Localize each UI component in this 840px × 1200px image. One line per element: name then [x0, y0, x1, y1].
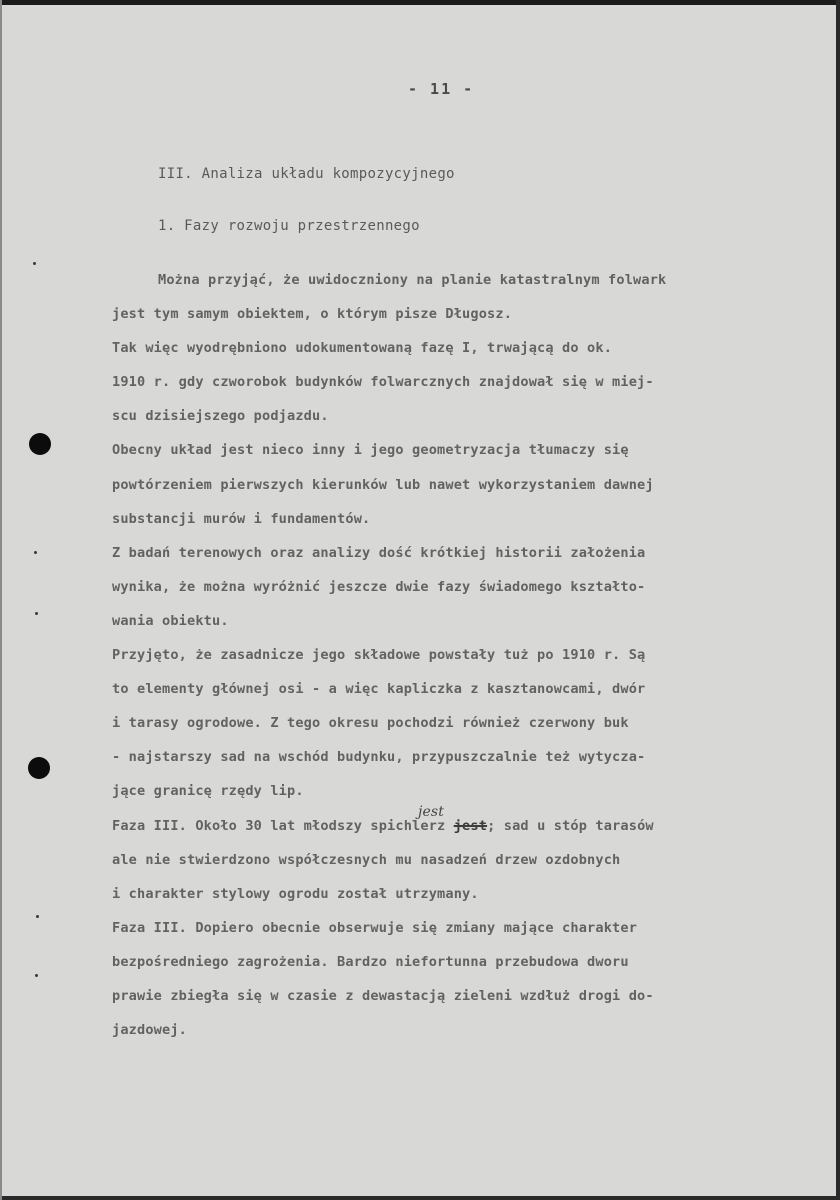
- text-line: jest tym samym obiektem, o którym pisze Długosz.: [112, 306, 513, 323]
- margin-mark: [35, 974, 38, 977]
- scan-edge-left: [0, 0, 2, 1200]
- text-line: Można przyjąć, że uwidoczniony na planie katastralnym folwark: [158, 272, 667, 288]
- scan-edge-top: [0, 0, 840, 5]
- scan-edge-right: [836, 0, 840, 1200]
- margin-mark: [34, 551, 37, 554]
- struck-word: jest: [453, 817, 488, 834]
- margin-mark: [33, 262, 36, 265]
- text-line: Tak więc wyodrębniono udokumentowaną fazę I, trwającą do ok.: [112, 340, 613, 357]
- text-line: jazdowej.: [112, 1022, 188, 1039]
- text-line: i charakter stylowy ogrodu został utrzymany.: [112, 885, 479, 902]
- handwritten-insertion: jest: [418, 803, 445, 820]
- text-line: scu dzisiejszego podjazdu.: [112, 408, 329, 425]
- text-line: wania obiektu.: [112, 612, 229, 629]
- faza-text-before: Faza III. Około 30 lat młodszy: [112, 817, 363, 834]
- text-line: - najstarszy sad na wschód budynku, przypuszczalnie też wytycza-: [112, 749, 646, 766]
- text-line: Faza III. Dopiero obecnie obserwuje się zmiany mające charakter: [112, 919, 638, 936]
- text-line: bezpośredniego zagrożenia. Bardzo niefortunna przebudowa dworu: [112, 953, 629, 970]
- punch-hole-top: [29, 433, 51, 455]
- margin-mark: [36, 915, 39, 918]
- faza-text-middle: spichlerz: [362, 817, 454, 834]
- text-line: to elementy głównej osi - a więc kapliczka z kasztanowcami, dwór: [112, 681, 646, 698]
- text-line: ale nie stwierdzono współczesnych mu nasadzeń drzew ozdobnych: [112, 851, 621, 868]
- faza-text-after: ; sad u stóp tarasów: [487, 817, 654, 834]
- scan-edge-bottom: [0, 1196, 840, 1200]
- section-heading: 1. Fazy rozwoju przestrzennego: [158, 218, 420, 234]
- page-number: - 11 -: [408, 80, 475, 98]
- text-line: 1910 r. gdy czworobok budynków folwarcznych znajdował się w miej-: [112, 374, 654, 391]
- margin-mark: [35, 612, 38, 615]
- text-line: Obecny układ jest nieco inny i jego geometryzacja tłumaczy się: [112, 442, 629, 459]
- text-line: jące granicę rzędy lip.: [112, 783, 304, 800]
- text-line: substancji murów i fundamentów.: [112, 510, 371, 527]
- text-line: i tarasy ogrodowe. Z tego okresu pochodzi również czerwony buk: [112, 715, 629, 732]
- text-line: wynika, że można wyróżnić jeszcze dwie fazy świadomego kształto-: [112, 578, 646, 595]
- text-line: Przyjęto, że zasadnicze jego składowe powstały tuż po 1910 r. Są: [112, 647, 646, 664]
- text-line: Z badań terenowych oraz analizy dość krótkiej historii założenia: [112, 544, 646, 561]
- text-line: prawie zbiegła się w czasie z dewastacją zieleni wzdłuż drogi do-: [112, 987, 654, 1004]
- chapter-heading: III. Analiza układu kompozycyjnego: [158, 166, 455, 182]
- body-text: [112, 270, 812, 1054]
- text-line-faza: [112, 803, 812, 850]
- punch-hole-bottom: [28, 757, 50, 779]
- text-line: powtórzeniem pierwszych kierunków lub nawet wykorzystaniem dawnej: [112, 476, 654, 493]
